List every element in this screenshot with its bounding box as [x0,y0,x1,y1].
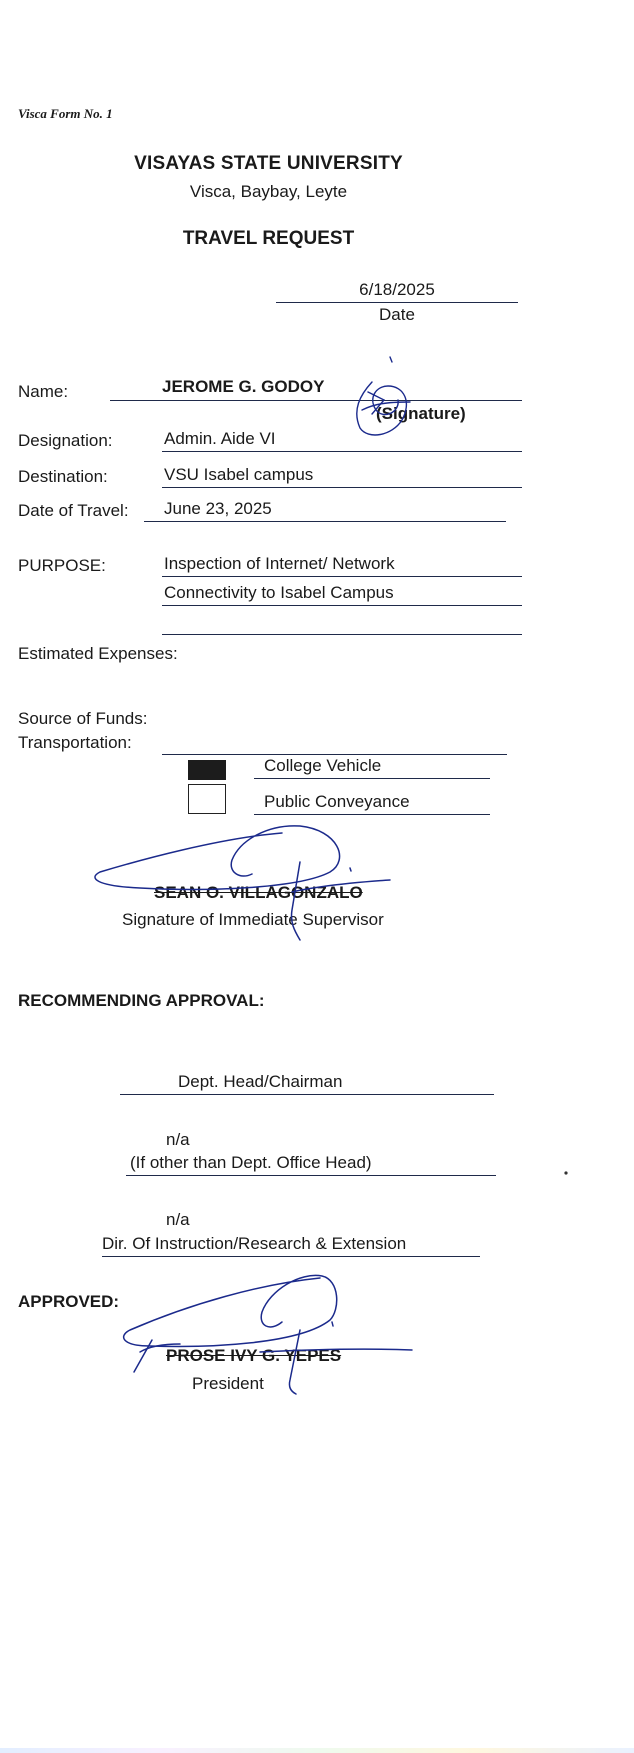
supervisor-signature [95,826,390,940]
approved-heading: APPROVED: [18,1292,120,1311]
transportation-label: Transportation: [18,733,132,752]
designation-value: Admin. Aide VI [164,429,276,448]
supervisor-label: Signature of Immediate Supervisor [122,910,384,929]
other-head-label: (If other than Dept. Office Head) [130,1153,372,1172]
approver-name: PROSE IVY G. YEPES [166,1346,342,1365]
form-number: Visca Form No. 1 [18,106,113,121]
university-name: VISAYAS STATE UNIVERSITY [134,153,403,174]
speck-mark [564,1171,567,1174]
source-of-funds-label: Source of Funds: [18,709,148,728]
scan-edge [0,1748,634,1753]
public-conveyance-label: Public Conveyance [264,792,410,811]
college-vehicle-label: College Vehicle [264,756,382,775]
estimated-expenses-label: Estimated Expenses: [18,644,178,663]
director-value: n/a [166,1210,190,1229]
recommending-heading: RECOMMENDING APPROVAL: [18,991,265,1010]
name-label: Name: [18,382,69,401]
date-of-travel-value: June 23, 2025 [164,499,272,518]
signature-label: (Signature) [376,404,466,423]
other-head-value: n/a [166,1130,190,1149]
date-label: Date [379,305,415,324]
supervisor-name: SEAN O. VILLAGONZALO [154,883,363,902]
destination-value: VSU Isabel campus [164,465,314,484]
date-value: 6/18/2025 [359,280,435,299]
purpose-line-2-text: Connectivity to Isabel Campus [164,583,394,602]
university-address: Visca, Baybay, Leyte [189,182,348,201]
purpose-line-1-text: Inspection of Internet/ Network [164,554,395,573]
president-signature [124,1275,412,1394]
purpose-label: PURPOSE: [18,556,106,575]
director-label: Dir. Of Instruction/Research & Extension [102,1234,407,1253]
destination-label: Destination: [18,467,108,486]
dept-head-label: Dept. Head/Chairman [178,1072,343,1091]
employee-signature [357,357,410,435]
form-title: TRAVEL REQUEST [182,228,355,249]
date-of-travel-label: Date of Travel: [18,501,129,520]
name-value: JEROME G. GODOY [162,377,325,396]
approver-title: President [192,1374,264,1393]
designation-label: Designation: [18,431,113,450]
